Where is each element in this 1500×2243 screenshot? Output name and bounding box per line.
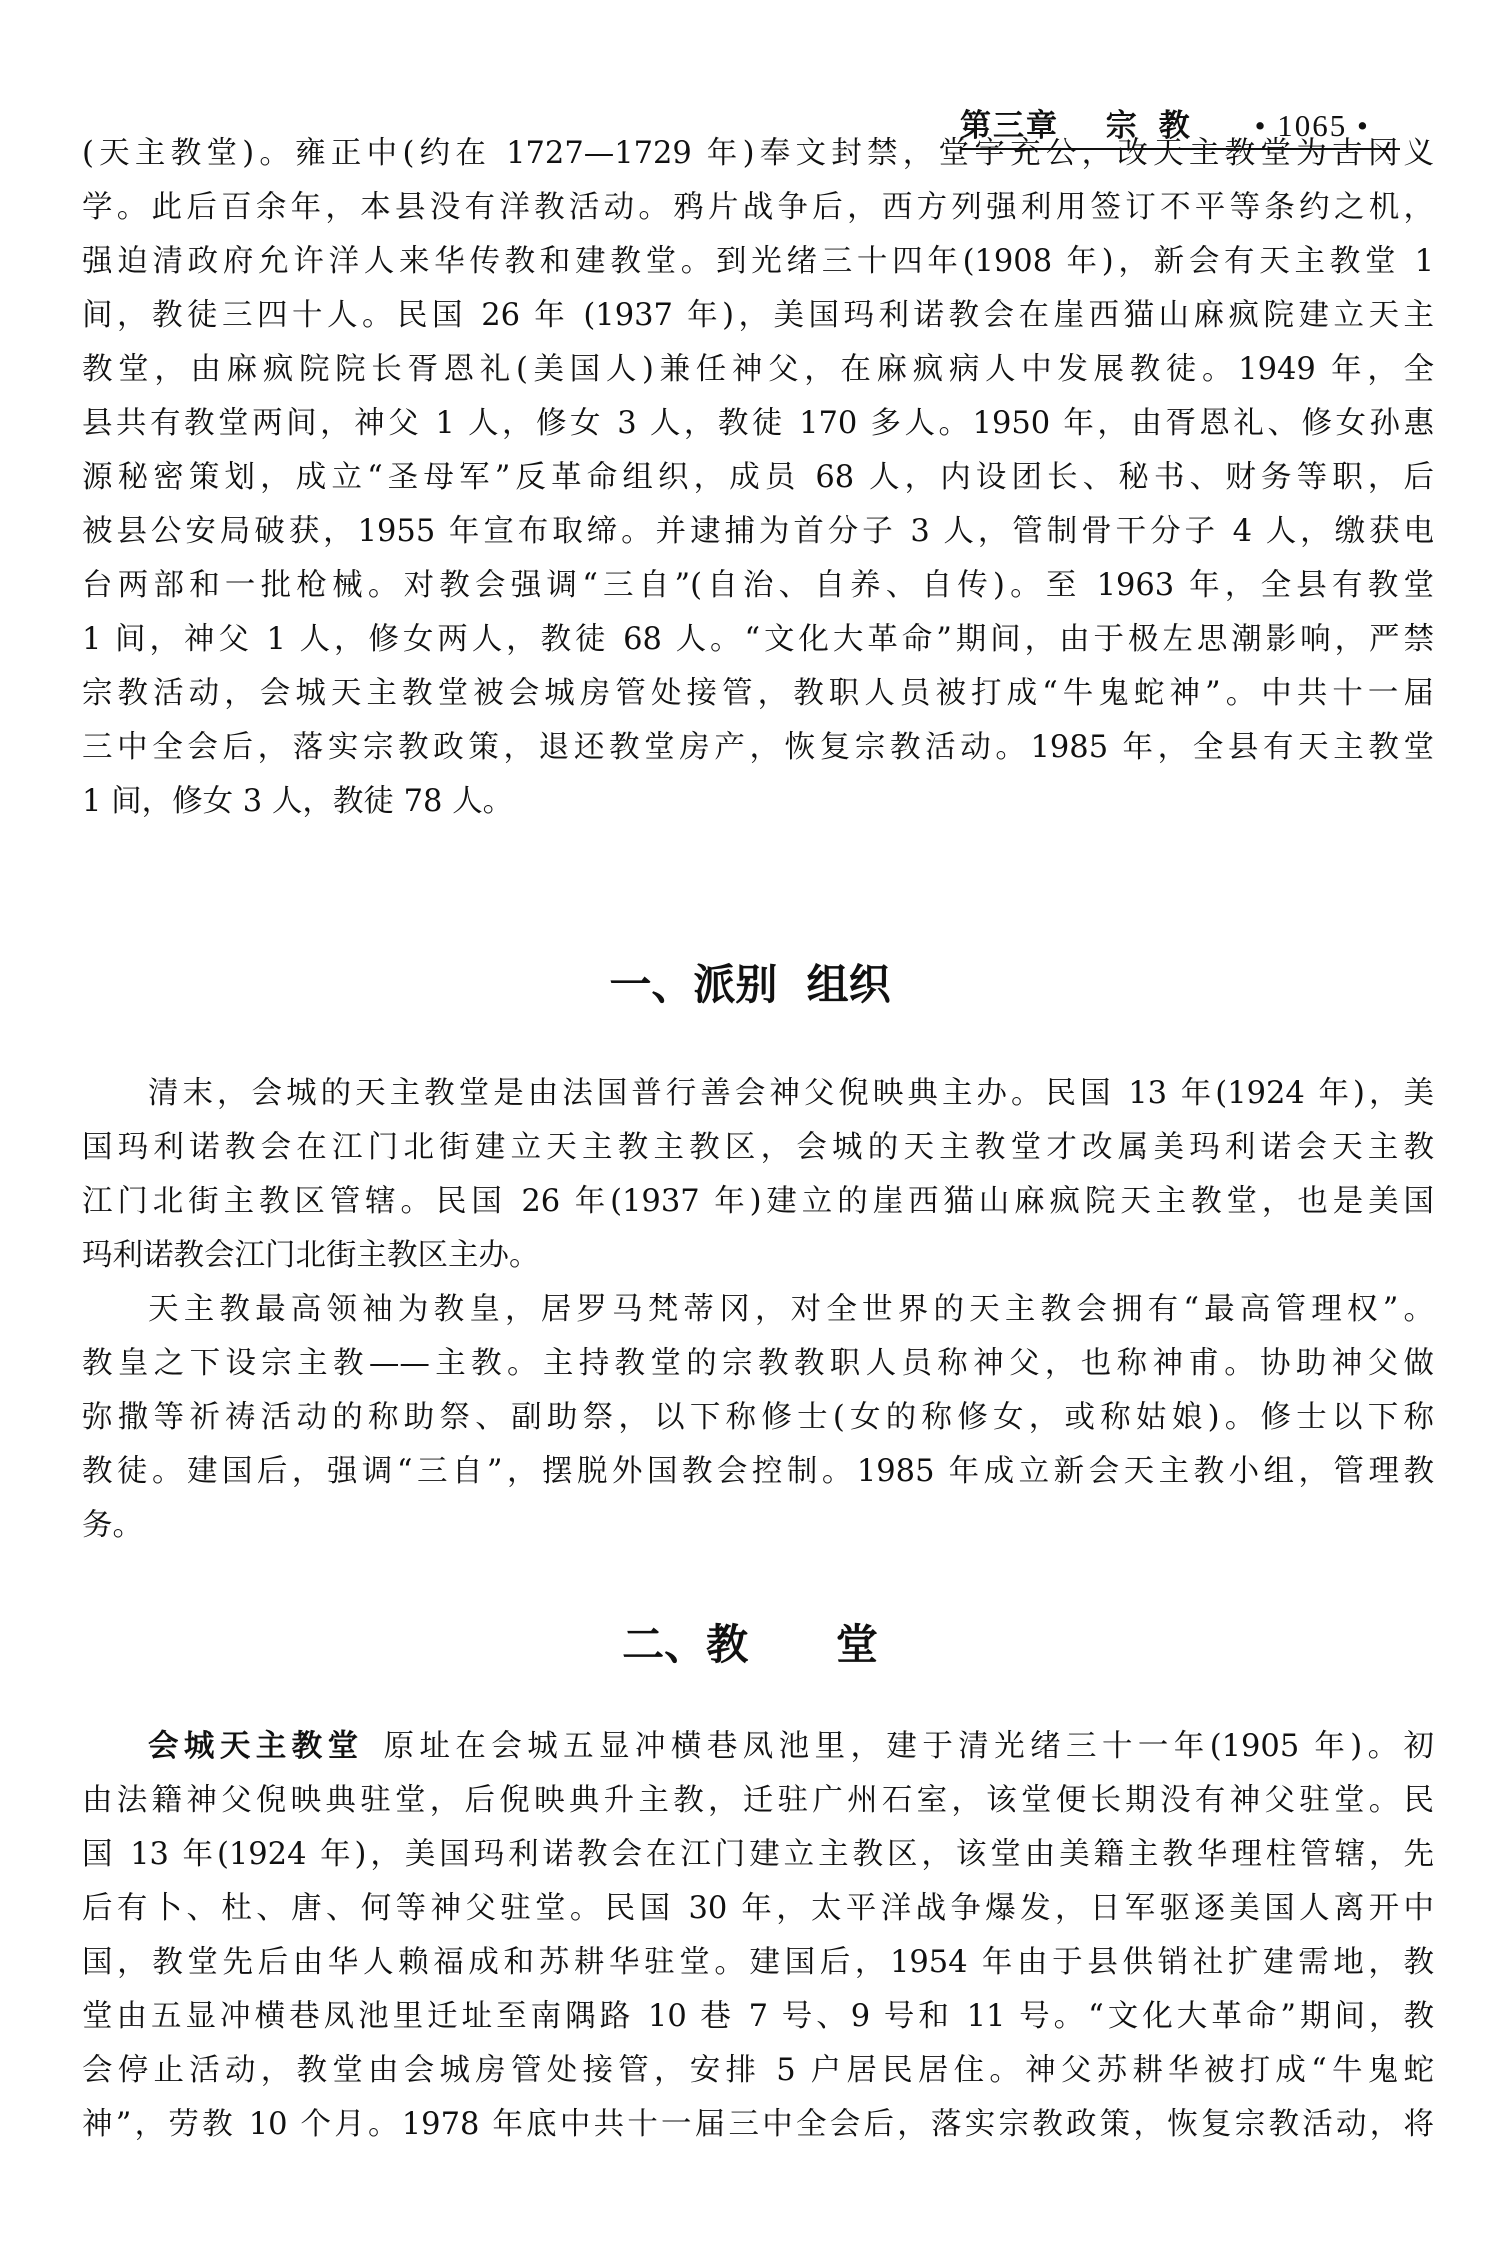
text-line: 台两部和一批枪械。对教会强调“三自”(自治、自养、自传)。至 1963 年，全县有教堂 (82, 568, 1434, 603)
text-line: 学。此后百余年，本县没有洋教活动。鸦片战争后，西方列强利用签订不平等条约之机， (82, 190, 1434, 225)
text-line: 堂由五显冲横巷凤池里迁址至南隅路 10 巷 7 号、9 号和 11 号。“文化大革命”期间，教 (82, 1999, 1434, 2034)
text-line: 天主教最高领袖为教皇，居罗马梵蒂冈，对全世界的天主教会拥有“最高管理权”。 (148, 1292, 1434, 1327)
text-line-with-term (82, 1720, 1434, 1774)
text-line: 国，教堂先后由华人赖福成和苏耕华驻堂。建国后，1954 年由于县供销社扩建需地，教 (82, 1945, 1434, 1980)
section-heading-churches: 二、教 堂 (622, 1620, 878, 1669)
text-line: 间，教徒三四十人。民国 26 年 (1937 年)，美国玛利诺教会在崖西猫山麻疯院建立天主 (82, 298, 1434, 333)
entry-term: 会城天主教堂 (148, 1729, 364, 1764)
text-line: 后有卜、杜、唐、何等神父驻堂。民国 30 年，太平洋战争爆发，日军驱逐美国人离开中 (82, 1891, 1434, 1926)
text-line: 县共有教堂两间，神父 1 人，修女 3 人，教徒 170 多人。1950 年，由胥恩礼、修女孙惠 (82, 406, 1434, 441)
page-number: • 1065 • (1254, 108, 1370, 143)
intro-paragraph (82, 127, 1434, 829)
entry-first-line: 原址在会城五显冲横巷凤池里，建于清光绪三十一年(1905 年)。初 (383, 1729, 1434, 1764)
text-line: 玛利诺教会江门北街主教区主办。 (82, 1238, 540, 1273)
text-line: 1 间，修女 3 人，教徒 78 人。 (82, 784, 514, 819)
text-line: 清末，会城的天主教堂是由法国普行善会神父倪映典主办。民国 13 年(1924 年)，美 (148, 1076, 1434, 1111)
text-line: 国 13 年(1924 年)，美国玛利诺教会在江门建立主教区，该堂由美籍主教华理柱管辖，先 (82, 1837, 1434, 1872)
text-line: 弥撒等祈祷活动的称助祭、副助祭，以下称修士(女的称修女，或称姑娘)。修士以下称 (82, 1400, 1434, 1435)
chapter-label: 第三章 (960, 108, 1059, 144)
section-2-body (82, 1720, 1434, 2152)
text-line: (天主教堂)。雍正中(约在 1727—1729 年)奉文封禁，堂宇充公，改天主教堂为古冈义 (82, 136, 1434, 171)
text-line: 强迫清政府允许洋人来华传教和建教堂。到光绪三十四年(1908 年)，新会有天主教堂 1 (82, 244, 1434, 279)
text-line: 1 间，神父 1 人，修女两人，教徒 68 人。“文化大革命”期间，由于极左思潮影响，严禁 (82, 622, 1434, 657)
text-line: 教堂，由麻疯院院长胥恩礼(美国人)兼任神父，在麻疯病人中发展教徒。1949 年，全 (82, 352, 1434, 387)
text-line: 被县公安局破获，1955 年宣布取缔。并逮捕为首分子 3 人，管制骨干分子 4 人，缴获电 (82, 514, 1434, 549)
chapter-topic: 宗教 (1105, 108, 1212, 144)
section-1-body (82, 1067, 1434, 1553)
text-line: 会停止活动，教堂由会城房管处接管，安排 5 户居民居住。神父苏耕华被打成“牛鬼蛇 (82, 2053, 1434, 2088)
text-line: 江门北街主教区管辖。民国 26 年(1937 年)建立的崖西猫山麻疯院天主教堂，也是美国 (82, 1184, 1434, 1219)
text-line: 神”，劳教 10 个月。1978 年底中共十一届三中全会后，落实宗教政策，恢复宗教活动，将 (82, 2107, 1434, 2142)
text-line: 源秘密策划，成立“圣母军”反革命组织，成员 68 人，内设团长、秘书、财务等职，后 (82, 460, 1434, 495)
section-heading-factions: 一、派别 组织 (609, 960, 891, 1009)
text-line: 教徒。建国后，强调“三自”，摆脱外国教会控制。1985 年成立新会天主教小组，管理教 (82, 1454, 1434, 1489)
text-line: 三中全会后，落实宗教政策，退还教堂房产，恢复宗教活动。1985 年，全县有天主教堂 (82, 730, 1434, 765)
text-line: 由法籍神父倪映典驻堂，后倪映典升主教，迁驻广州石室，该堂便长期没有神父驻堂。民 (82, 1783, 1434, 1818)
text-line: 宗教活动，会城天主教堂被会城房管处接管，教职人员被打成“牛鬼蛇神”。中共十一届 (82, 676, 1434, 711)
text-line: 国玛利诺教会在江门北街建立天主教主教区，会城的天主教堂才改属美玛利诺会天主教 (82, 1130, 1434, 1165)
text-line: 教皇之下设宗主教——主教。主持教堂的宗教教职人员称神父，也称神甫。协助神父做 (82, 1346, 1434, 1381)
text-line: 务。 (82, 1508, 143, 1543)
